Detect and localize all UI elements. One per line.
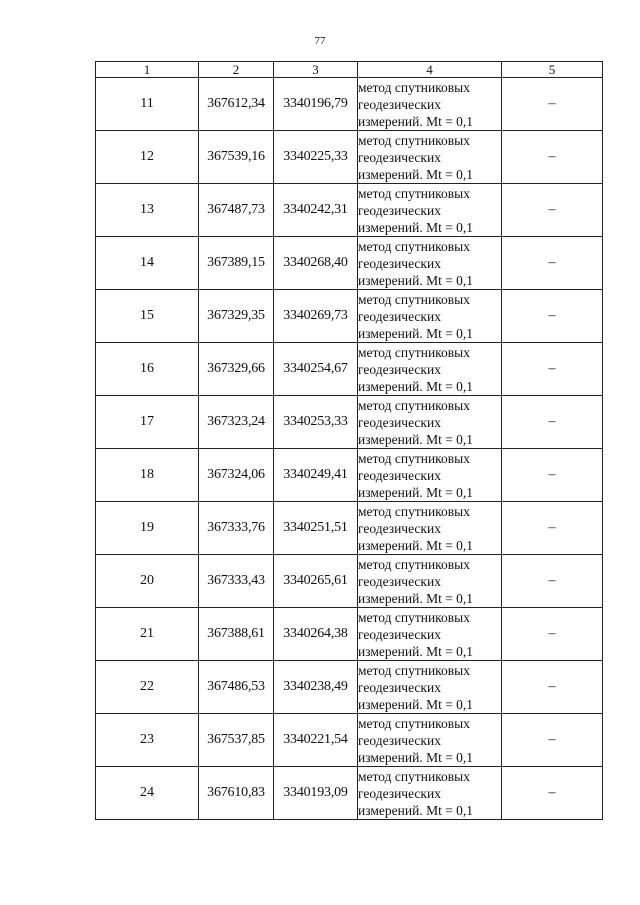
x-coordinate-cell: 367324,06 — [199, 449, 274, 502]
header-col-2: 2 — [199, 62, 274, 78]
method-line: геодезических — [358, 626, 441, 642]
y-coordinate-cell: 3340242,31 — [274, 184, 358, 237]
method-cell — [358, 396, 502, 449]
x-coordinate-cell: 367537,85 — [199, 714, 274, 767]
x-coordinate-cell: 367612,34 — [199, 78, 274, 131]
method-line: измерений. Mt = 0,1 — [358, 113, 474, 129]
table-row — [96, 290, 603, 343]
method-line: метод спутниковых — [358, 79, 470, 95]
method-line: геодезических — [358, 202, 441, 218]
method-line: метод спутниковых — [358, 609, 470, 625]
method-line: измерений. Mt = 0,1 — [358, 166, 474, 182]
table-header — [96, 62, 603, 78]
method-line: метод спутниковых — [358, 132, 470, 148]
method-line: геодезических — [358, 520, 441, 536]
method-line: метод спутниковых — [358, 291, 470, 307]
method-cell — [358, 78, 502, 131]
method-line: измерений. Mt = 0,1 — [358, 643, 474, 659]
point-number-cell: 17 — [96, 396, 199, 449]
x-coordinate-cell: 367323,24 — [199, 396, 274, 449]
point-number-cell: 24 — [96, 767, 199, 820]
method-line: геодезических — [358, 96, 441, 112]
table-row — [96, 131, 603, 184]
y-coordinate-cell: 3340225,33 — [274, 131, 358, 184]
method-line: метод спутниковых — [358, 715, 470, 731]
column-5-cell: – — [502, 131, 603, 184]
table-row — [96, 555, 603, 608]
y-coordinate-cell: 3340193,09 — [274, 767, 358, 820]
y-coordinate-cell: 3340249,41 — [274, 449, 358, 502]
y-coordinate-cell: 3340238,49 — [274, 661, 358, 714]
method-line: геодезических — [358, 414, 441, 430]
point-number-cell: 11 — [96, 78, 199, 131]
point-number-cell: 12 — [96, 131, 199, 184]
y-coordinate-cell: 3340264,38 — [274, 608, 358, 661]
method-cell — [358, 767, 502, 820]
column-5-cell: – — [502, 767, 603, 820]
header-col-5: 5 — [502, 62, 603, 78]
method-line: метод спутниковых — [358, 662, 470, 678]
point-number-cell: 21 — [96, 608, 199, 661]
x-coordinate-cell: 367389,15 — [199, 237, 274, 290]
table-body — [96, 78, 603, 820]
method-line: геодезических — [358, 785, 441, 801]
point-number-cell: 20 — [96, 555, 199, 608]
x-coordinate-cell: 367610,83 — [199, 767, 274, 820]
x-coordinate-cell: 367486,53 — [199, 661, 274, 714]
table-row — [96, 184, 603, 237]
table-row — [96, 396, 603, 449]
x-coordinate-cell: 367333,76 — [199, 502, 274, 555]
method-line: геодезических — [358, 732, 441, 748]
method-line: метод спутниковых — [358, 556, 470, 572]
method-line: измерений. Mt = 0,1 — [358, 537, 474, 553]
page-number: 77 — [314, 35, 326, 47]
x-coordinate-cell: 367388,61 — [199, 608, 274, 661]
y-coordinate-cell: 3340269,73 — [274, 290, 358, 343]
method-line: метод спутниковых — [358, 397, 470, 413]
method-line: измерений. Mt = 0,1 — [358, 484, 474, 500]
method-cell — [358, 184, 502, 237]
method-line: метод спутниковых — [358, 185, 470, 201]
table-row — [96, 661, 603, 714]
x-coordinate-cell: 367333,43 — [199, 555, 274, 608]
method-line: измерений. Mt = 0,1 — [358, 749, 474, 765]
point-number-cell: 14 — [96, 237, 199, 290]
method-line: измерений. Mt = 0,1 — [358, 802, 474, 818]
point-number-cell: 18 — [96, 449, 199, 502]
x-coordinate-cell: 367329,35 — [199, 290, 274, 343]
y-coordinate-cell: 3340196,79 — [274, 78, 358, 131]
y-coordinate-cell: 3340251,51 — [274, 502, 358, 555]
table-row — [96, 714, 603, 767]
method-line: измерений. Mt = 0,1 — [358, 696, 474, 712]
method-line: измерений. Mt = 0,1 — [358, 272, 474, 288]
column-5-cell: – — [502, 78, 603, 131]
method-line: геодезических — [358, 679, 441, 695]
method-line: метод спутниковых — [358, 450, 470, 466]
column-5-cell: – — [502, 396, 603, 449]
x-coordinate-cell: 367329,66 — [199, 343, 274, 396]
column-5-cell: – — [502, 502, 603, 555]
table-row — [96, 449, 603, 502]
method-line: измерений. Mt = 0,1 — [358, 378, 474, 394]
method-line: метод спутниковых — [358, 768, 470, 784]
method-line: геодезических — [358, 467, 441, 483]
point-number-cell: 13 — [96, 184, 199, 237]
column-5-cell: – — [502, 714, 603, 767]
method-cell — [358, 608, 502, 661]
table-row — [96, 502, 603, 555]
point-number-cell: 23 — [96, 714, 199, 767]
y-coordinate-cell: 3340254,67 — [274, 343, 358, 396]
method-line: геодезических — [358, 361, 441, 377]
column-5-cell: – — [502, 555, 603, 608]
column-5-cell: – — [502, 449, 603, 502]
column-5-cell: – — [502, 343, 603, 396]
method-line: измерений. Mt = 0,1 — [358, 431, 474, 447]
point-number-cell: 15 — [96, 290, 199, 343]
header-col-1: 1 — [96, 62, 199, 78]
y-coordinate-cell: 3340253,33 — [274, 396, 358, 449]
column-5-cell: – — [502, 608, 603, 661]
method-line: метод спутниковых — [358, 503, 470, 519]
table-row — [96, 767, 603, 820]
y-coordinate-cell: 3340268,40 — [274, 237, 358, 290]
column-5-cell: – — [502, 184, 603, 237]
coordinates-table — [95, 61, 603, 820]
method-line: геодезических — [358, 149, 441, 165]
point-number-cell: 19 — [96, 502, 199, 555]
header-col-3: 3 — [274, 62, 358, 78]
table-row — [96, 343, 603, 396]
column-5-cell: – — [502, 290, 603, 343]
point-number-cell: 16 — [96, 343, 199, 396]
method-cell — [358, 237, 502, 290]
y-coordinate-cell: 3340221,54 — [274, 714, 358, 767]
method-cell — [358, 131, 502, 184]
method-cell — [358, 343, 502, 396]
x-coordinate-cell: 367539,16 — [199, 131, 274, 184]
method-cell — [358, 502, 502, 555]
method-line: измерений. Mt = 0,1 — [358, 590, 474, 606]
method-line: метод спутниковых — [358, 344, 470, 360]
method-cell — [358, 555, 502, 608]
y-coordinate-cell: 3340265,61 — [274, 555, 358, 608]
table-row — [96, 237, 603, 290]
table-row — [96, 608, 603, 661]
method-line: геодезических — [358, 308, 441, 324]
column-5-cell: – — [502, 237, 603, 290]
column-5-cell: – — [502, 661, 603, 714]
method-line: измерений. Mt = 0,1 — [358, 219, 474, 235]
x-coordinate-cell: 367487,73 — [199, 184, 274, 237]
method-cell — [358, 714, 502, 767]
method-line: геодезических — [358, 255, 441, 271]
method-cell — [358, 661, 502, 714]
method-line: измерений. Mt = 0,1 — [358, 325, 474, 341]
header-row — [96, 62, 603, 78]
method-cell — [358, 290, 502, 343]
table-row — [96, 78, 603, 131]
point-number-cell: 22 — [96, 661, 199, 714]
method-cell — [358, 449, 502, 502]
method-line: метод спутниковых — [358, 238, 470, 254]
method-line: геодезических — [358, 573, 441, 589]
header-col-4: 4 — [358, 62, 502, 78]
